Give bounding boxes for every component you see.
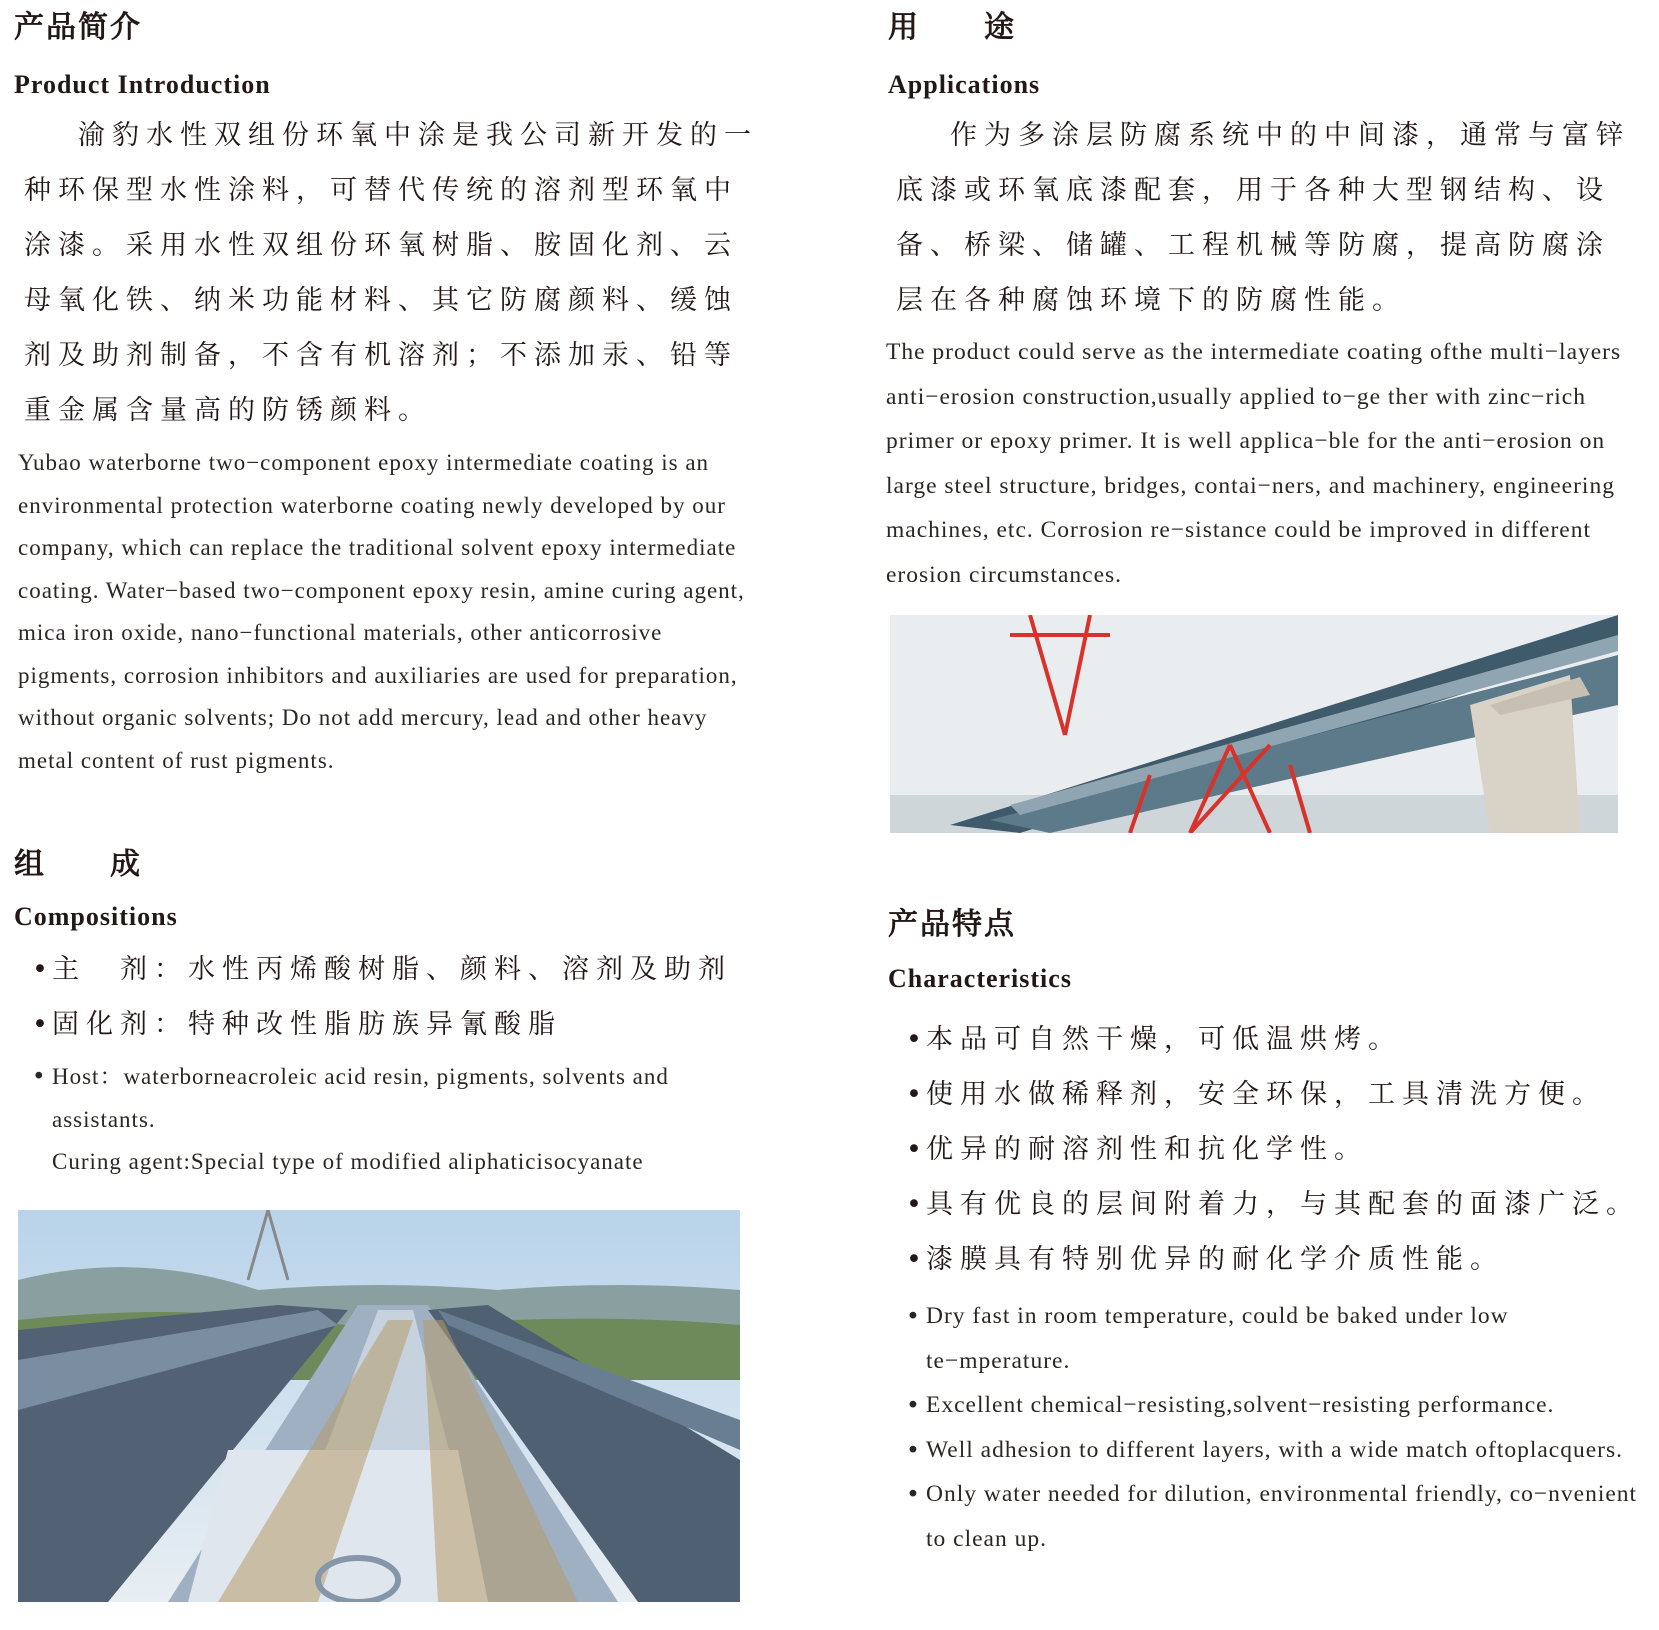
list-item <box>902 1383 1642 1428</box>
intro-body-en: Yubao waterborne two−component epoxy intermediate coating is an environmental protection waterborne coating newly developed by our company, which can replace the traditional solvent epoxy intermediate coating. Water−based two−component epoxy resin, amine curing agent, mica iron oxide, nano−functional materials, other anticorrosive pigments, corrosion inhibitors and auxiliaries are used for preparation, without organic solvents; Do not add mercury, lead and other heavy metal content of rust pigments. <box>18 450 745 773</box>
characteristic-cn-0: 本品可自然干燥，可低温烘烤。 <box>926 1024 1402 1055</box>
characteristics-title-cn: 产品特点 <box>888 907 1016 942</box>
list-item <box>28 997 768 1052</box>
compositions-title-en: Compositions <box>14 902 178 931</box>
bridge-crane-photo <box>890 615 1618 833</box>
characteristic-en-2: Well adhesion to different layers, with a wide match oftoplacquers. <box>926 1436 1624 1463</box>
bullet-icon: • <box>906 1302 921 1330</box>
intro-title-cn: 产品简介 <box>14 10 142 45</box>
composition-host-en: Host：waterborneacroleic acid resin, pigments, solvents and assistants. <box>52 1064 669 1132</box>
intro-title-en: Product Introduction <box>14 70 271 99</box>
composition-item-0: 主 剂：水性丙烯酸树脂、颜料、溶剂及助剂 <box>52 954 732 985</box>
list-item <box>902 1472 1642 1561</box>
bullet-icon: • <box>32 954 55 985</box>
bullet-icon: • <box>32 1064 47 1090</box>
list-item <box>902 1122 1642 1177</box>
compositions-list <box>28 942 768 1184</box>
characteristic-cn-3: 具有优良的层间附着力，与其配套的面漆广泛。 <box>926 1189 1640 1220</box>
steel-girders-illustration <box>18 1210 740 1602</box>
characteristics-list-cn <box>902 1012 1642 1287</box>
bullet-icon: • <box>906 1134 929 1165</box>
compositions-title-cn: 组 成 <box>14 847 142 882</box>
characteristic-cn-2: 优异的耐溶剂性和抗化学性。 <box>926 1134 1368 1165</box>
bullet-icon: • <box>906 1244 929 1275</box>
composition-curing-en: Curing agent:Special type of modified aliphaticisocyanate <box>52 1149 644 1174</box>
characteristic-en-3: Only water needed for dilution, environmental friendly, co−nvenient to clean up. <box>926 1481 1638 1552</box>
bullet-icon: • <box>906 1391 921 1419</box>
steel-girders-photo <box>18 1210 740 1602</box>
list-item <box>902 1428 1642 1473</box>
characteristic-cn-1: 使用水做稀释剂，安全环保，工具清洗方便。 <box>926 1079 1606 1110</box>
characteristics-list-en <box>902 1294 1642 1561</box>
bullet-icon: • <box>906 1480 921 1508</box>
bullet-icon: • <box>32 1009 55 1040</box>
bullet-icon: • <box>906 1024 929 1055</box>
applications-body-en: The product could serve as the intermediate coating ofthe multi−layers anti−erosion construction,usually applied to−ge ther with zinc−rich primer or epoxy primer. It is well applica−ble for the anti−erosion on large steel structure, bridges, contai−ners, and machinery, engineering machines, etc. Corrosion re−sistance could be improved in different erosion circumstances. <box>886 339 1622 588</box>
bullet-icon: • <box>906 1435 921 1464</box>
bridge-crane-illustration <box>890 615 1618 833</box>
list-item <box>902 1294 1642 1383</box>
composition-item-1: 固化剂：特种改性脂肪族异氰酸脂 <box>52 1009 562 1040</box>
list-item <box>902 1067 1642 1122</box>
characteristic-en-1: Excellent chemical−resisting,solvent−resisting performance. <box>926 1392 1555 1418</box>
applications-title-en: Applications <box>888 70 1041 99</box>
intro-body-cn: 渝豹水性双组份环氧中涂是我公司新开发的一种环保型水性涂料，可替代传统的溶剂型环氧中涂漆。采用水性双组份环氧树脂、胺固化剂、云母氧化铁、纳米功能材料、其它防腐颜料、缓蚀剂及助剂制备，不含有机溶剂；不添加汞、铅等重金属含量高的防锈颜料。 <box>24 120 758 426</box>
characteristic-en-0: Dry fast in room temperature, could be baked under low te−mperature. <box>926 1303 1509 1374</box>
list-item <box>28 942 768 997</box>
characteristic-cn-4: 漆膜具有特别优异的耐化学介质性能。 <box>926 1244 1504 1275</box>
bullet-icon: • <box>906 1079 929 1110</box>
list-item <box>902 1232 1642 1287</box>
characteristics-title-en: Characteristics <box>888 964 1072 993</box>
applications-body-cn: 作为多涂层防腐系统中的中间漆，通常与富锌底漆或环氧底漆配套，用于各种大型钢结构、设备、桥梁、储罐、工程机械等防腐，提高防腐涂层在各种腐蚀环境下的防腐性能。 <box>896 120 1630 316</box>
list-item <box>902 1012 1642 1067</box>
list-item <box>28 1056 772 1141</box>
applications-title-cn: 用 途 <box>888 10 1016 45</box>
bullet-icon: • <box>906 1189 929 1220</box>
list-item <box>902 1177 1642 1232</box>
